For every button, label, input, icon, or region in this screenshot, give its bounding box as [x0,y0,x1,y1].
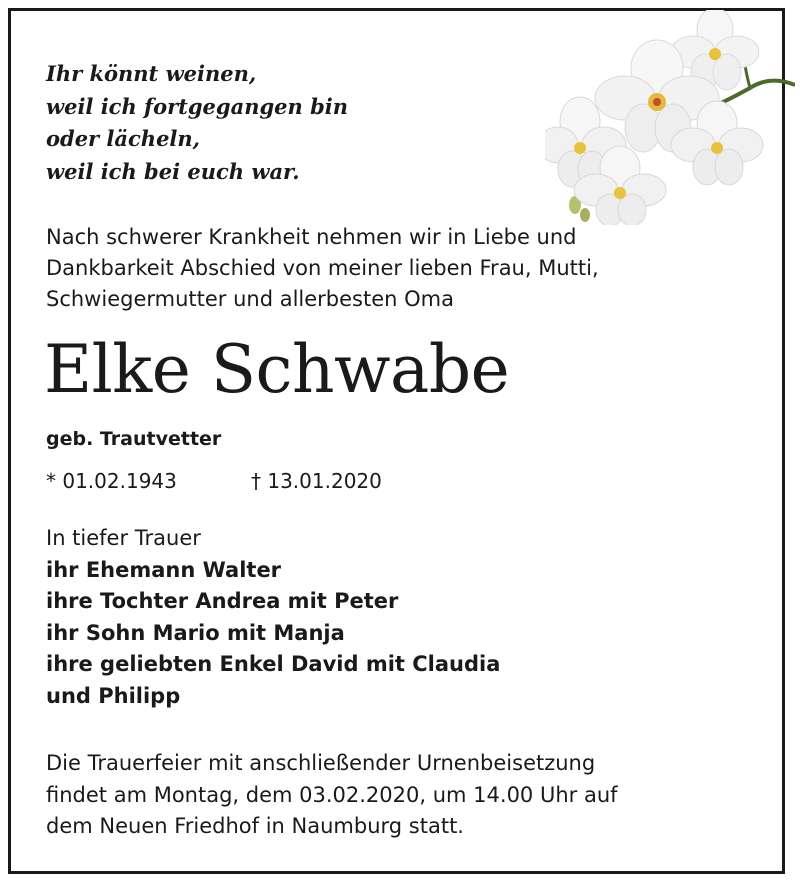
birth-date: * 01.02.1943 [46,469,177,493]
deceased-name: Elke Schwabe [44,331,510,408]
intro-line: Dankbarkeit Abschied von meiner lieben Frau, Mutti, [46,256,599,280]
orchid-image [545,10,795,225]
funeral-line: findet am Montag, dem 03.02.2020, um 14.00 Uhr auf [46,782,618,807]
intro-line: Schwiegermutter und allerbesten Oma [46,287,454,311]
poem-line: weil ich bei euch war. [46,158,300,184]
mourner-line: ihre Tochter Andrea mit Peter [46,589,399,613]
mourner-line: ihre geliebten Enkel David mit Claudia [46,652,501,676]
mourners-intro: In tiefer Trauer [46,526,201,550]
death-date: † 13.01.2020 [251,469,382,493]
mourners [46,523,500,712]
life-dates [46,465,382,497]
intro-line: Nach schwerer Krankheit nehmen wir in Liebe und [46,225,577,249]
poem-line: weil ich fortgegangen bin [46,93,349,119]
mourner-line: und Philipp [46,683,181,708]
poem-line: oder lächeln, [46,126,200,151]
funeral-line: dem Neuen Friedhof in Naumburg statt. [46,814,464,838]
mourner-line: ihr Sohn Mario mit Manja [46,620,345,645]
intro-text [46,222,599,315]
funeral-info [46,748,618,843]
poem-line: Ihr könnt weinen, [46,61,257,86]
mourner-line: ihr Ehemann Walter [46,557,282,582]
poem [46,58,348,188]
birth-name: geb. Trautvetter [46,428,222,450]
funeral-line: Die Trauerfeier mit anschließender Urnenbeisetzung [46,751,596,775]
